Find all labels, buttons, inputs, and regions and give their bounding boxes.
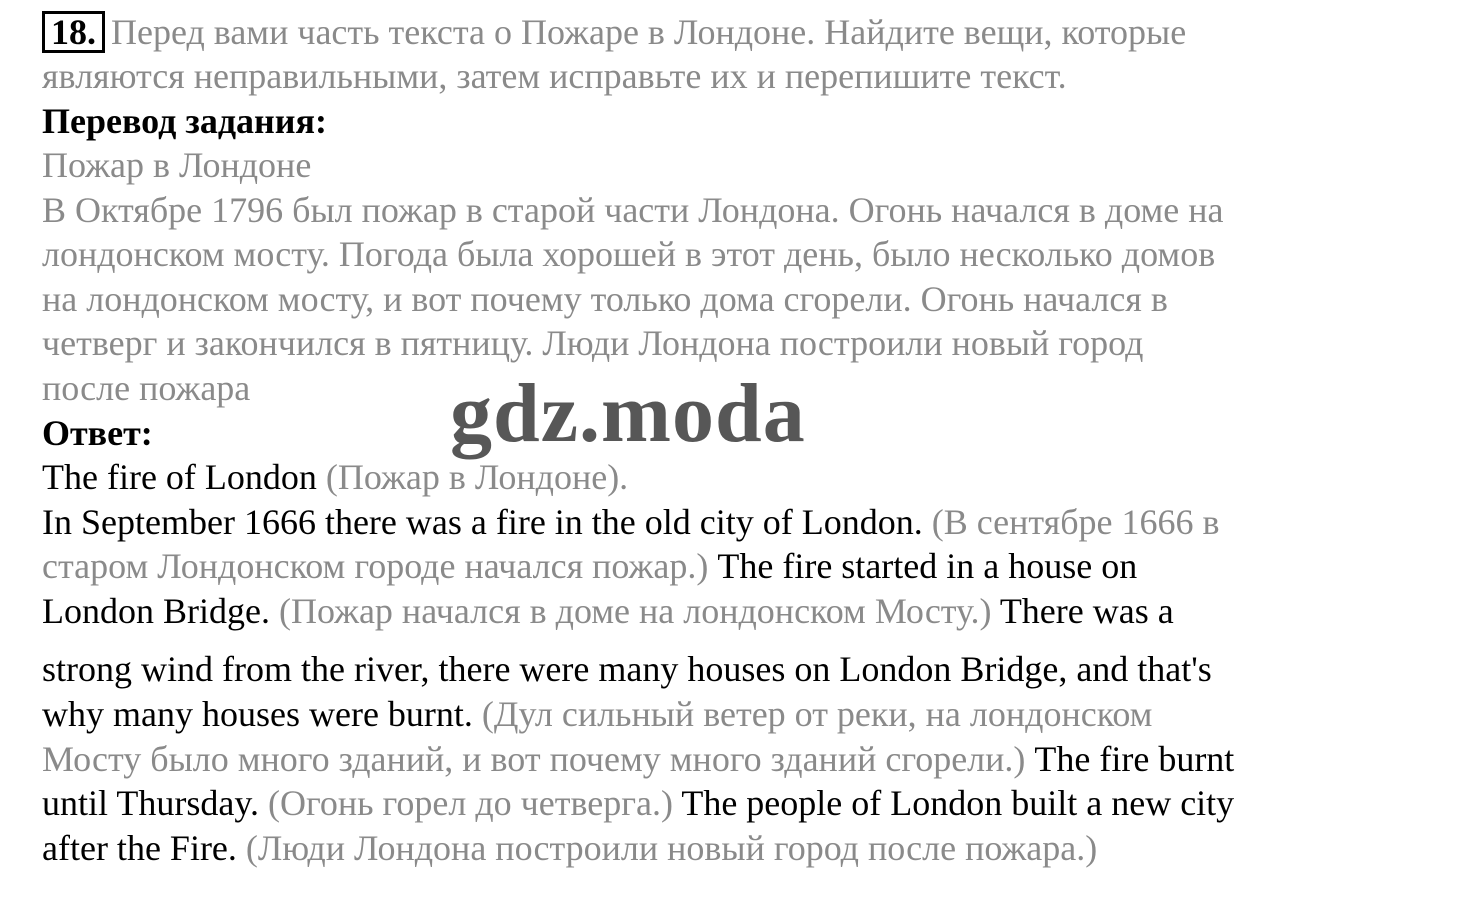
answer-en: after the Fire. bbox=[42, 828, 237, 868]
answer-en: There was a bbox=[999, 591, 1174, 631]
answer-ru: (Огонь горел до четверга.) bbox=[267, 783, 673, 823]
answer-line-8 bbox=[42, 826, 1097, 870]
answer-ru: (В сентябре 1666 в bbox=[931, 502, 1220, 542]
answer-en: London Bridge. bbox=[42, 591, 270, 631]
answer-ru: (Дул сильный ветер от реки, на лондонском bbox=[481, 694, 1153, 734]
task-text-line1: Перед вами часть текста о Пожаре в Лондоне. Найдите вещи, которые bbox=[111, 12, 1187, 52]
translation-heading: Перевод задания: bbox=[42, 101, 327, 141]
translation-line: Пожар в Лондоне bbox=[42, 145, 312, 185]
answer-en: strong wind from the river, there were many houses on London Bridge, and that's bbox=[42, 649, 1212, 689]
answer-line-4 bbox=[42, 647, 1212, 691]
answer-ru: (Пожар начался в доме на лондонском Мосту.) bbox=[278, 591, 992, 631]
answer-title-line bbox=[42, 455, 628, 499]
answer-en: until Thursday. bbox=[42, 783, 259, 823]
answer-line-1 bbox=[42, 500, 1220, 544]
task-number: 18. bbox=[42, 11, 105, 53]
watermark: gdz.moda bbox=[450, 367, 806, 460]
answer-line-5 bbox=[42, 692, 1152, 736]
translation-line: В Октябре 1796 был пожар в старой части Лондона. Огонь начался в доме на bbox=[42, 190, 1224, 230]
answer-heading: Ответ: bbox=[42, 413, 153, 453]
translation-line: четверг и закончился в пятницу. Люди Лондона построили новый город bbox=[42, 323, 1144, 363]
answer-line-7 bbox=[42, 781, 1234, 825]
answer-line-3 bbox=[42, 589, 1174, 633]
answer-line-2 bbox=[42, 544, 1137, 588]
answer-title-en: The fire of London bbox=[42, 457, 317, 497]
answer-en: The fire started in a house on bbox=[717, 546, 1138, 586]
answer-en: The people of London built a new city bbox=[681, 783, 1235, 823]
translation-line: на лондонском мосту, и вот почему только дома сгорели. Огонь начался в bbox=[42, 279, 1168, 319]
answer-en: In September 1666 there was a fire in the old city of London. bbox=[42, 502, 923, 542]
answer-en: The fire burnt bbox=[1034, 739, 1235, 779]
answer-ru: (Люди Лондона построили новый город после пожара.) bbox=[245, 828, 1098, 868]
task-text-line2: являются неправильными, затем исправьте их и перепишите текст. bbox=[42, 56, 1067, 96]
answer-line-6 bbox=[42, 737, 1234, 781]
answer-ru: старом Лондонском городе начался пожар.) bbox=[42, 546, 709, 586]
answer-title-ru: (Пожар в Лондоне). bbox=[325, 457, 629, 497]
translation-line: лондонском мосту. Погода была хорошей в этот день, было несколько домов bbox=[42, 234, 1216, 274]
answer-ru: Мосту было много зданий, и вот почему много зданий сгорели.) bbox=[42, 739, 1026, 779]
answer-en: why many houses were burnt. bbox=[42, 694, 473, 734]
translation-line: после пожара bbox=[42, 368, 251, 408]
